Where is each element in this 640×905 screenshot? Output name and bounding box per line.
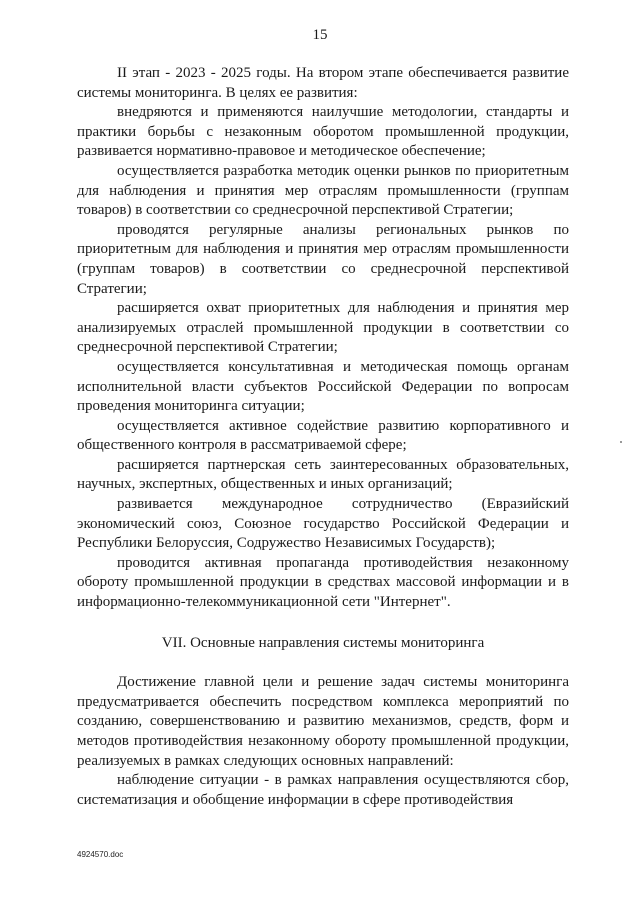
paragraph-corporate-control: осуществляется активное содействие развитию корпоративного и общественного контроля в рассматриваемой сфере; (77, 417, 569, 454)
paragraph-consulting: осуществляется консультативная и методическая помощь органам исполнительной власти субъектов Российской Федерации по вопросам проведения мониторинга ситуации; (77, 358, 569, 415)
paragraph-regional-analysis: проводятся регулярные анализы региональных рынков по приоритетным для наблюдения и принятия мер отраслям промышленности (группам товаров) в соответствии со среднесрочной перспективой Стратегии; (77, 221, 569, 297)
paragraph-partner-network: расширяется партнерская сеть заинтересованных образовательных, научных, экспертных, общественных и иных организаций; (77, 456, 569, 493)
paragraph-observation: наблюдение ситуации - в рамках направления осуществляются сбор, систематизация и обобщение информации в сфере противодействия (77, 772, 569, 808)
footer-filename: 4924570.doc (77, 850, 124, 859)
scan-mark (620, 441, 622, 443)
paragraph-stage-intro: II этап - 2023 - 2025 годы. На втором этапе обеспечивается развитие системы мониторинга. В целях ее развития: (77, 65, 569, 101)
document-body (77, 64, 569, 810)
paragraph-market-methods: осуществляется разработка методик оценки рынков по приоритетным для наблюдения и принятия мер отраслям промышленности (группам товаров) в соответствии со среднесрочной перспективой Стратегии; (77, 162, 569, 219)
paragraph-international: развивается международное сотрудничество (Евразийский экономический союз, Союзное государство Российской Федерации и Республики Белоруссия, Содружество Независимых Государств); (77, 496, 569, 552)
paragraph-propaganda: проводится активная пропаганда противодействия незаконному обороту промышленной продукции в средствах массовой информации и в информационно-телекоммуникационной сети "Интернет". (77, 554, 569, 611)
paragraph-methodologies: внедряются и применяются наилучшие методологии, стандарты и практики борьбы с незаконным оборотом промышленной продукции, развивается нормативно-правовое и методическое обеспечение; (77, 104, 569, 160)
paragraph-coverage: расширяется охват приоритетных для наблюдения и принятия мер анализируемых отраслей промышленной продукции в соответствии со среднесрочной перспективой Стратегии; (77, 300, 569, 356)
paragraph-main-goal: Достижение главной цели и решение задач системы мониторинга предусматривается обеспечить посредством комплекса мероприятий по созданию, совершенствованию и развитию механизмов, средств, форм и методов противодействия незаконному обороту промышленной продукции, реализуемых в рамках следующих основных направлений: (77, 674, 569, 769)
section-heading: VII. Основные направления системы мониторинга (161, 634, 485, 651)
page-number: 15 (312, 27, 328, 43)
